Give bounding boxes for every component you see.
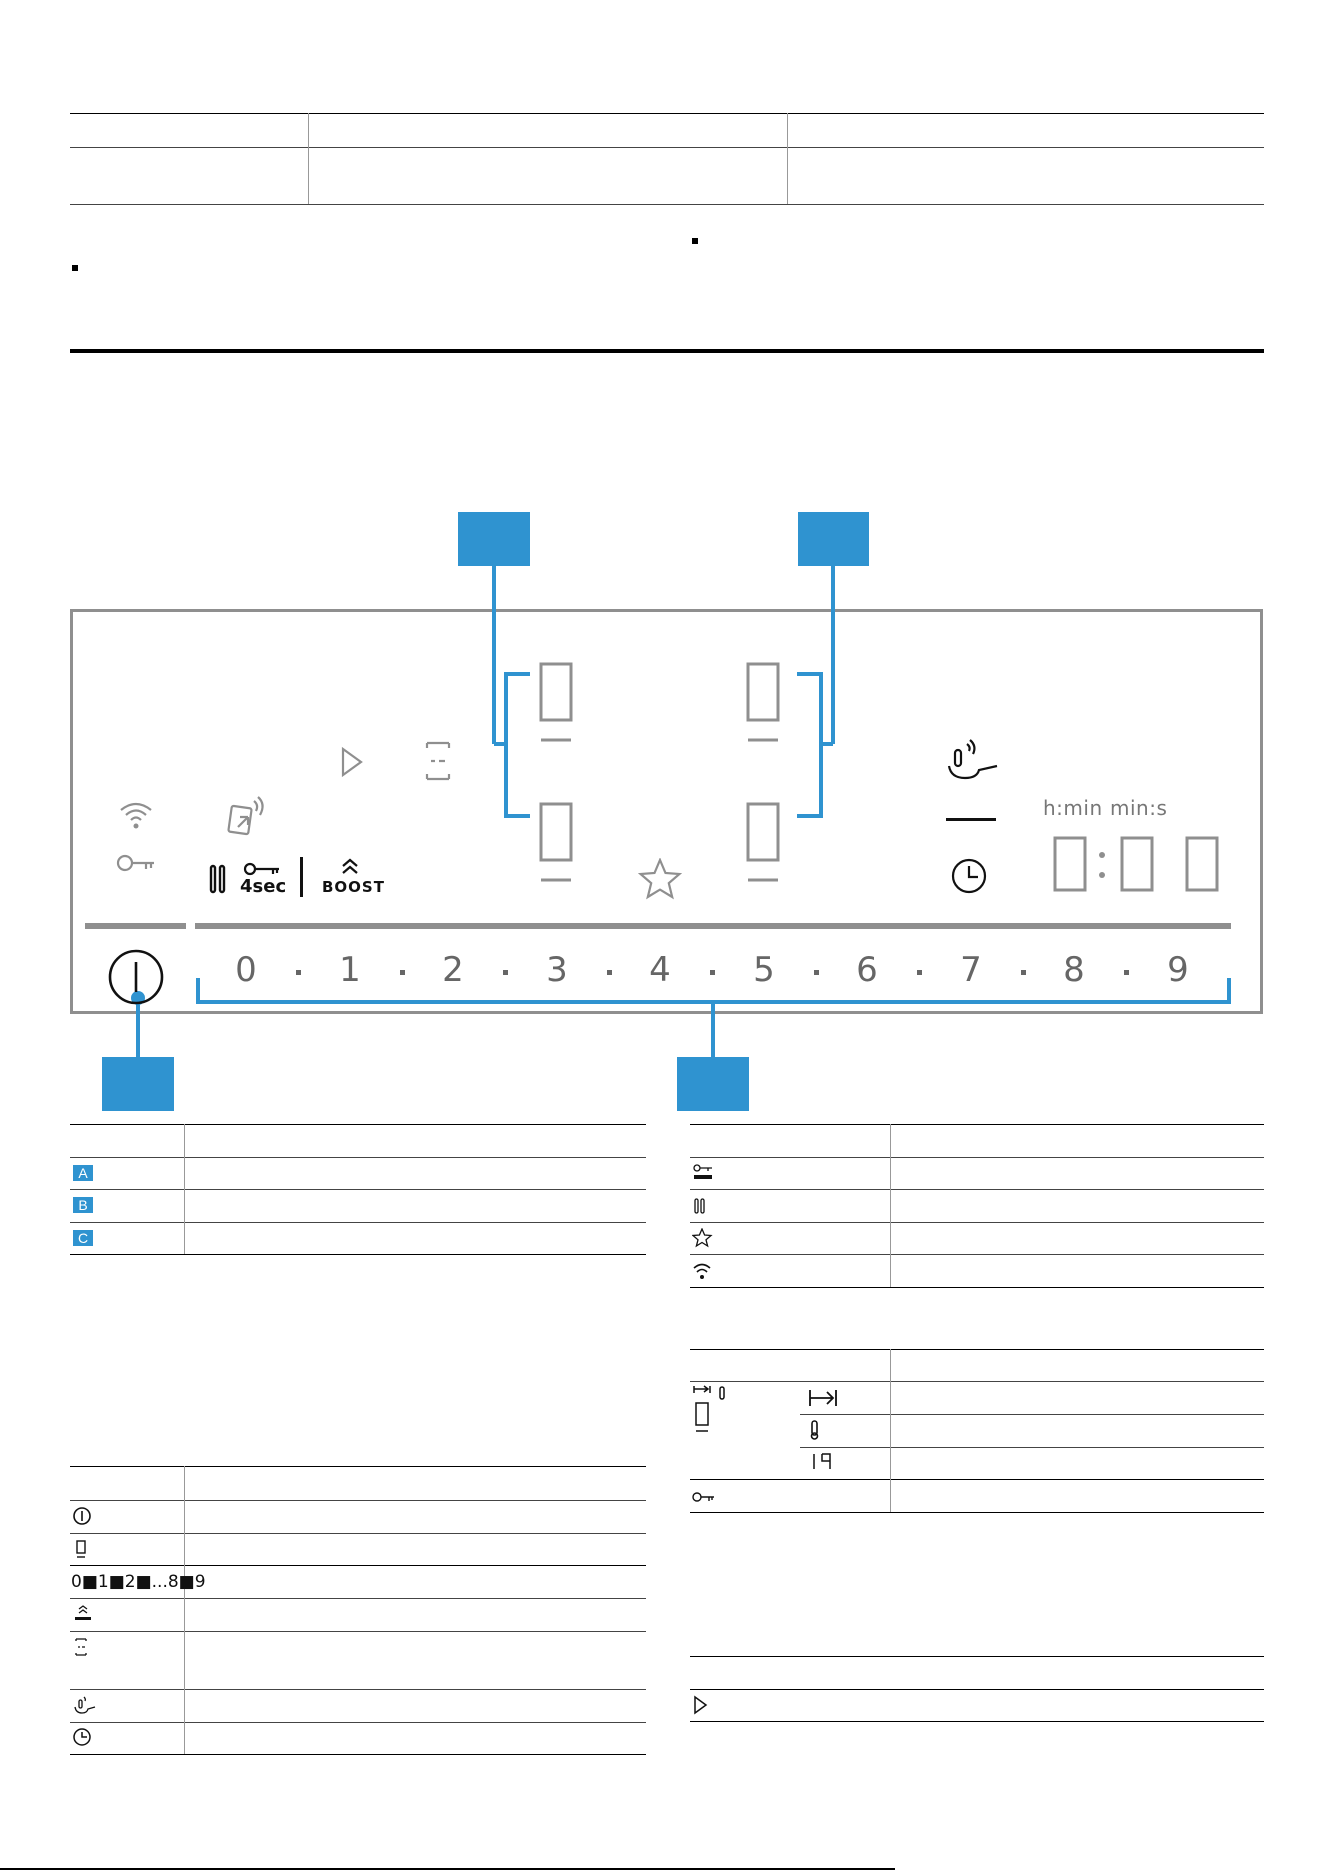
legend-rule <box>70 1533 646 1534</box>
zone-display-top-left <box>538 660 574 746</box>
zone-digit-icon <box>73 1539 97 1559</box>
scale-dot <box>503 970 508 975</box>
legend-rule <box>70 1189 646 1190</box>
clock-icon[interactable] <box>950 857 988 895</box>
boost-icon-small <box>73 1604 97 1624</box>
flex-zone-icon-small <box>73 1637 97 1657</box>
legend5-table-bottom <box>690 1721 1264 1722</box>
frying-sensor-icon-small <box>73 1695 97 1715</box>
legend-table-top <box>70 1124 646 1125</box>
legend2-table-bottom <box>70 1754 646 1755</box>
legend-rule <box>800 1414 1264 1415</box>
legend-col-divider <box>184 1466 185 1754</box>
zone-display-top-right <box>745 660 781 746</box>
boost-label: BOOST <box>322 878 385 896</box>
legend-rule <box>70 1222 646 1223</box>
legend5-table-top <box>690 1656 1264 1657</box>
wifi-icon-small <box>692 1261 716 1281</box>
legend-col-divider <box>184 1124 185 1254</box>
panel-divider <box>300 857 303 897</box>
legend-rule <box>70 1565 646 1566</box>
footer-rule <box>0 1868 895 1870</box>
legend4-table-bottom <box>690 1512 1264 1513</box>
legend-rule <box>690 1254 1264 1255</box>
boost-icon[interactable] <box>340 857 360 875</box>
power-level-1[interactable]: 1 <box>339 950 361 990</box>
legend-col-divider <box>890 1124 891 1287</box>
legend-rule <box>70 1598 646 1599</box>
power-level-2[interactable]: 2 <box>442 950 464 990</box>
legend-rule <box>690 1222 1264 1223</box>
scale-dot <box>710 970 715 975</box>
legend-rule <box>690 1689 1264 1690</box>
legend-rule <box>690 1479 1264 1480</box>
power-level-8[interactable]: 8 <box>1063 950 1085 990</box>
power-button[interactable] <box>107 948 165 1006</box>
scale-dot <box>400 970 405 975</box>
play-icon[interactable] <box>340 746 364 778</box>
star-icon[interactable] <box>638 858 682 900</box>
pause-icon[interactable] <box>209 864 227 894</box>
jump-icon <box>808 1387 838 1409</box>
legend-badge-a: A <box>73 1165 93 1181</box>
slider-track[interactable] <box>195 923 1231 929</box>
sensor-zone-display-icon <box>692 1385 732 1437</box>
legend-rule <box>690 1381 1264 1382</box>
legend3-table-top <box>690 1124 1264 1125</box>
scale-dot <box>607 970 612 975</box>
play-icon-small <box>692 1695 716 1715</box>
legend-rule <box>70 1157 646 1158</box>
frying-sensor-icon[interactable] <box>945 738 1001 784</box>
legend-rule <box>800 1447 1264 1448</box>
seven-segment-19-icon <box>808 1452 836 1472</box>
zone-display-bottom-left <box>538 800 574 886</box>
power-level-7[interactable]: 7 <box>960 950 982 990</box>
legend-table-bottom <box>70 1254 646 1255</box>
legend-rule <box>70 1689 646 1690</box>
key-lock-icon-small <box>692 1487 716 1507</box>
power-level-0[interactable]: 0 <box>235 950 257 990</box>
legend2-table-top <box>70 1466 646 1467</box>
scale-dot <box>1124 970 1129 975</box>
clock-icon-small <box>73 1727 97 1747</box>
zone-display-bottom-right <box>745 800 781 886</box>
legend-rule <box>690 1189 1264 1190</box>
flex-zone-icon[interactable] <box>425 741 451 781</box>
power-level-3[interactable]: 3 <box>546 950 568 990</box>
lock-duration-label: 4sec <box>240 876 287 897</box>
timer-label-hmin: h:min <box>1043 796 1103 820</box>
legend-rule <box>70 1500 646 1501</box>
scale-dot <box>296 970 301 975</box>
legend-power-scale: 0■1■2■...8■9 <box>71 1572 206 1592</box>
timer-divider <box>946 818 996 821</box>
power-level-6[interactable]: 6 <box>856 950 878 990</box>
key-lock-4sec-icon-small <box>692 1163 716 1183</box>
power-level-9[interactable]: 9 <box>1167 950 1189 990</box>
power-level-5[interactable]: 5 <box>753 950 775 990</box>
star-icon-small <box>692 1228 716 1248</box>
legend-badge-b: B <box>73 1197 93 1213</box>
legend-col-divider <box>890 1349 891 1512</box>
pause-icon-small <box>692 1196 716 1216</box>
timer-display <box>1052 835 1222 895</box>
wifi-icon[interactable] <box>118 800 154 830</box>
scale-dot <box>917 970 922 975</box>
slider-track-left <box>85 923 186 929</box>
legend-rule <box>70 1722 646 1723</box>
power-level-4[interactable]: 4 <box>649 950 671 990</box>
power-icon <box>73 1506 97 1526</box>
legend-badge-c: C <box>73 1230 93 1246</box>
legend4-table-top <box>690 1349 1264 1350</box>
key-lock-4sec-icon[interactable] <box>243 861 283 877</box>
legend-rule <box>70 1631 646 1632</box>
legend-rule <box>690 1157 1264 1158</box>
scale-dot <box>1021 970 1026 975</box>
thermometer-icon <box>808 1419 822 1441</box>
timer-label-mins: min:s <box>1110 796 1168 820</box>
scale-dot <box>814 970 819 975</box>
key-lock-icon[interactable] <box>116 852 158 874</box>
transfer-icon[interactable] <box>226 795 268 839</box>
legend3-table-bottom <box>690 1287 1264 1288</box>
